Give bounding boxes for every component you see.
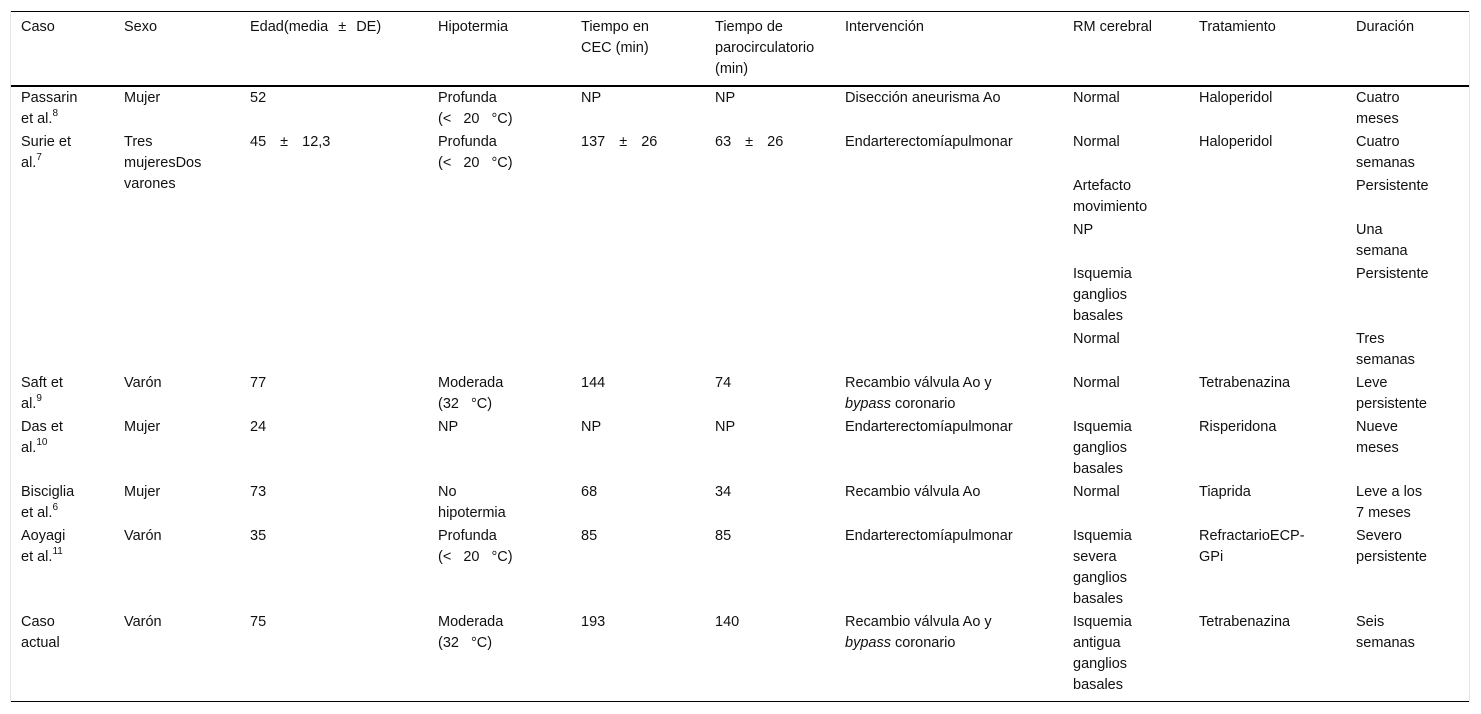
table-right-edge — [1469, 11, 1470, 702]
cell-sexo: Tres mujeresDos varones — [124, 134, 202, 192]
cell-paro: 63 ± 26 — [715, 134, 784, 150]
cell-rm: Artefacto movimiento — [1073, 178, 1148, 215]
cell-duracion: Leve persistente — [1356, 375, 1427, 412]
header-sexo: Sexo — [124, 19, 158, 35]
cell-rm: Isquemia ganglios basales — [1073, 266, 1132, 324]
cell-hipotermia: NP — [438, 419, 459, 435]
cell-tratamiento: Haloperidol — [1199, 134, 1273, 150]
cell-sexo: Mujer — [124, 90, 161, 106]
cell-intervencion: Recambio válvula Ao — [845, 484, 981, 500]
cell-cec: NP — [581, 90, 602, 106]
cell-duracion: Severo persistente — [1356, 528, 1427, 565]
cell-paro: NP — [715, 90, 736, 106]
cell-intervencion: Endarterectomíapulmonar — [845, 134, 1013, 150]
cell-sexo: Mujer — [124, 419, 161, 435]
cell-rm: Normal — [1073, 484, 1120, 500]
cell-caso: Das et al.$^{10}$ — [21, 419, 63, 456]
cell-hipotermia: No hipotermia — [438, 484, 506, 521]
cell-hipotermia: Profunda (< 20 °C) — [438, 134, 513, 171]
cell-duracion: Cuatro meses — [1356, 90, 1400, 127]
header-edad: Edad(media ± DE) — [250, 19, 382, 35]
cell-tratamiento: Tetrabenazina — [1199, 375, 1291, 391]
table-left-edge — [10, 11, 11, 702]
cell-paro: 140 — [715, 614, 740, 630]
header-duracion: Duración — [1356, 19, 1415, 35]
header-tiempo-paro: Tiempo de parocirculatorio (min) — [715, 19, 815, 77]
cell-caso: Passarin et al.$^8$ — [21, 90, 78, 127]
cell-rm: Normal — [1073, 375, 1120, 391]
cell-intervencion: Endarterectomíapulmonar — [845, 528, 1013, 544]
table-header-rule — [11, 85, 1469, 87]
cell-duracion: Nueve meses — [1356, 419, 1399, 456]
cell-duracion: Cuatro semanas — [1356, 134, 1415, 171]
cell-intervencion: Endarterectomíapulmonar — [845, 419, 1013, 435]
header-rm-cerebral: RM cerebral — [1073, 19, 1152, 35]
cell-cec: 68 — [581, 484, 598, 500]
cell-paro: NP — [715, 419, 736, 435]
cell-caso: Bisciglia et al.$^6$ — [21, 484, 75, 521]
cell-rm: Isquemia severa ganglios basales — [1073, 528, 1132, 607]
cell-hipotermia: Moderada (32 °C) — [438, 614, 504, 651]
cell-rm: Normal — [1073, 331, 1120, 347]
header-tratamiento: Tratamiento — [1199, 19, 1276, 35]
cell-tratamiento: Risperidona — [1199, 419, 1277, 435]
cell-duracion: Persistente — [1356, 266, 1429, 282]
cell-duracion: Tres semanas — [1356, 331, 1415, 368]
cell-rm: Normal — [1073, 134, 1120, 150]
cell-caso: Caso actual — [21, 614, 60, 651]
cell-edad: 77 — [250, 375, 267, 391]
header-tiempo-cec: Tiempo en CEC (min) — [581, 19, 649, 56]
cell-rm: NP — [1073, 222, 1094, 238]
cell-rm: Isquemia ganglios basales — [1073, 419, 1132, 477]
header-hipotermia: Hipotermia — [438, 19, 509, 35]
cell-tratamiento: Tetrabenazina — [1199, 614, 1291, 630]
cell-intervencion: Recambio válvula Ao y bypass coronario — [845, 614, 992, 651]
cell-duracion: Seis semanas — [1356, 614, 1415, 651]
cell-caso: Surie et al.$^7$ — [21, 134, 71, 171]
cell-sexo: Mujer — [124, 484, 161, 500]
cell-paro: 74 — [715, 375, 732, 391]
cell-edad: 24 — [250, 419, 267, 435]
table-bottom-rule — [11, 701, 1469, 702]
cell-caso: Aoyagi et al.$^{11}$ — [21, 528, 66, 565]
cell-hipotermia: Profunda (< 20 °C) — [438, 528, 513, 565]
cell-sexo: Varón — [124, 528, 162, 544]
cell-sexo: Varón — [124, 614, 162, 630]
cell-tratamiento: Tiaprida — [1199, 484, 1251, 500]
cell-tratamiento: Haloperidol — [1199, 90, 1273, 106]
cell-paro: 85 — [715, 528, 732, 544]
cell-hipotermia: Moderada (32 °C) — [438, 375, 504, 412]
cell-sexo: Varón — [124, 375, 162, 391]
cell-edad: 75 — [250, 614, 267, 630]
cell-edad: 52 — [250, 90, 267, 106]
cell-edad: 73 — [250, 484, 267, 500]
cell-edad: 45 ± 12,3 — [250, 134, 331, 150]
cell-cec: 85 — [581, 528, 598, 544]
header-caso: Caso — [21, 19, 55, 35]
header-intervencion: Intervención — [845, 19, 924, 35]
cell-duracion: Persistente — [1356, 178, 1429, 194]
cell-cec: 137 ± 26 — [581, 134, 658, 150]
cell-duracion: Una semana — [1356, 222, 1408, 259]
cell-cec: NP — [581, 419, 602, 435]
cell-intervencion: Recambio válvula Ao y bypass coronario — [845, 375, 992, 412]
cell-edad: 35 — [250, 528, 267, 544]
cell-intervencion: Disección aneurisma Ao — [845, 90, 1001, 106]
cell-paro: 34 — [715, 484, 732, 500]
cell-cec: 144 — [581, 375, 606, 391]
cell-caso: Saft et al.$^9$ — [21, 375, 63, 412]
cell-duracion: Leve a los 7 meses — [1356, 484, 1423, 521]
cell-tratamiento: RefractarioECP- GPi — [1199, 528, 1305, 565]
cell-rm: Isquemia antigua ganglios basales — [1073, 614, 1132, 693]
cell-rm: Normal — [1073, 90, 1120, 106]
cell-hipotermia: Profunda (< 20 °C) — [438, 90, 513, 127]
table-top-rule — [11, 11, 1469, 12]
cell-cec: 193 — [581, 614, 606, 630]
